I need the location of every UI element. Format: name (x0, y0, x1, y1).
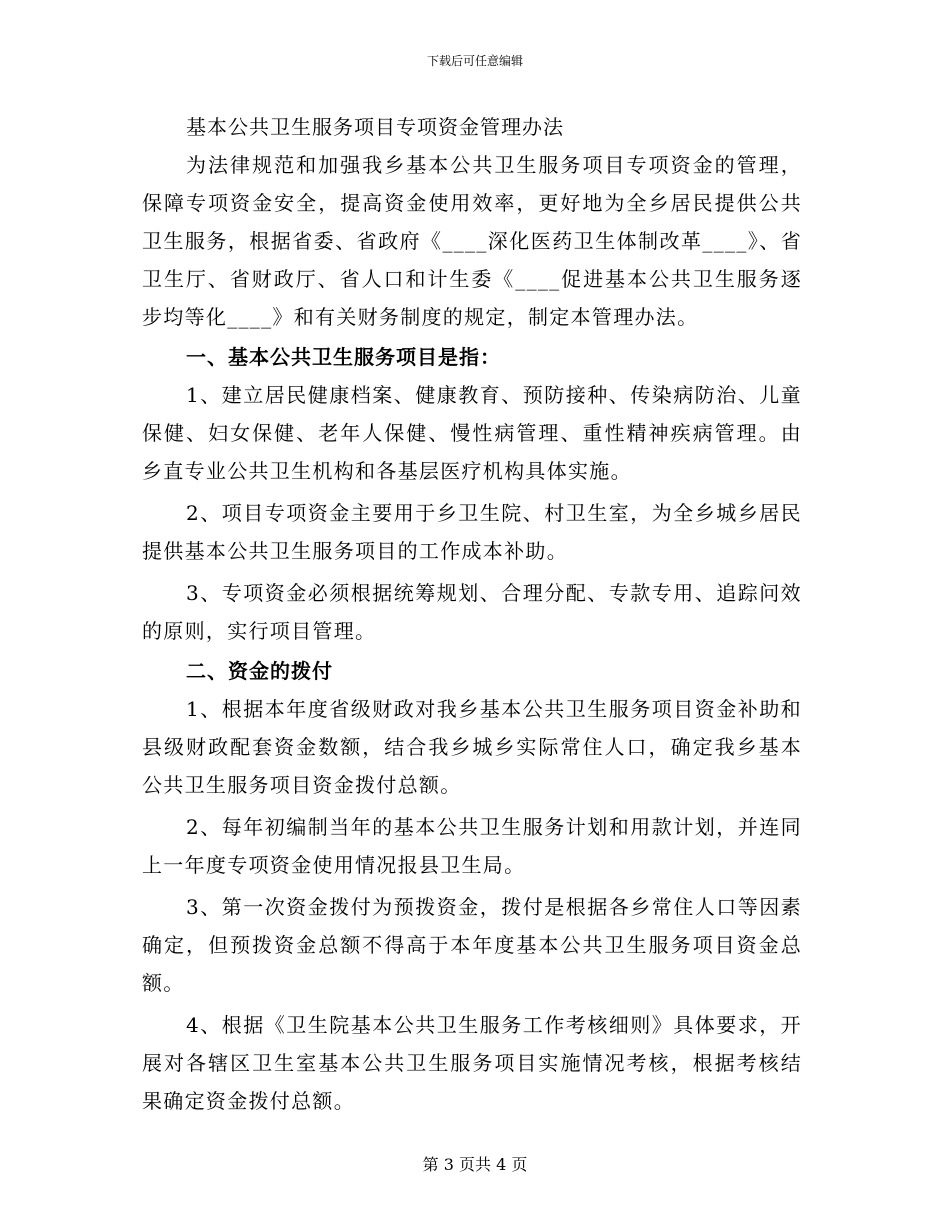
intro-paragraph: 为法律规范和加强我乡基本公共卫生服务项目专项资金的管理，保障专项资金安全，提高资金使用效率，更好地为全乡居民提供公共卫生服务，根据省委、省政府《____深化医药卫生体制改革____》、省卫生厅、省财政厅、省人口和计生委《____促进基本公共卫生服务逐步均等化____》和有关财务制度的规定，制定本管理办法。 (142, 153, 802, 329)
header-note: 下载后可任意编辑 (426, 54, 523, 68)
section-heading-1: 一、基本公共卫生服务项目是指： (186, 345, 501, 369)
page-number: 第 3 页共 4 页 (422, 1155, 528, 1174)
section-heading-2: 二、资金的拨付 (186, 659, 333, 683)
section-1-item-1: 1、建立居民健康档案、健康教育、预防接种、传染病防治、儿童保健、妇女保健、老年人保健、慢性病管理、重性精神疾病管理。由乡直专业公共卫生机构和各基层医疗机构具体实施。 (142, 383, 802, 483)
section-2-item-3: 3、第一次资金拨付为预拨资金，拨付是根据各乡常住人口等因素确定，但预拨资金总额不得高于本年度基本公共卫生服务项目资金总额。 (142, 895, 802, 995)
section-1-item-3: 3、专项资金必须根据统筹规划、合理分配、专款专用、追踪问效的原则，实行项目管理。 (142, 581, 802, 643)
section-2-item-1: 1、根据本年度省级财政对我乡基本公共卫生服务项目资金补助和县级财政配套资金数额，结合我乡城乡实际常住人口，确定我乡基本公共卫生服务项目资金拨付总额。 (142, 697, 802, 797)
section-2-item-2: 2、每年初编制当年的基本公共卫生服务计划和用款计划，并连同上一年度专项资金使用情况报县卫生局。 (142, 815, 802, 877)
document-body (142, 108, 802, 1120)
document-title: 基本公共卫生服务项目专项资金管理办法 (186, 115, 564, 139)
section-2-item-4: 4、根据《卫生院基本公共卫生服务工作考核细则》具体要求，开展对各辖区卫生室基本公共卫生服务项目实施情况考核，根据考核结果确定资金拨付总额。 (142, 1013, 802, 1113)
section-1-item-2: 2、项目专项资金主要用于乡卫生院、村卫生室，为全乡城乡居民提供基本公共卫生服务项目的工作成本补助。 (142, 501, 802, 563)
